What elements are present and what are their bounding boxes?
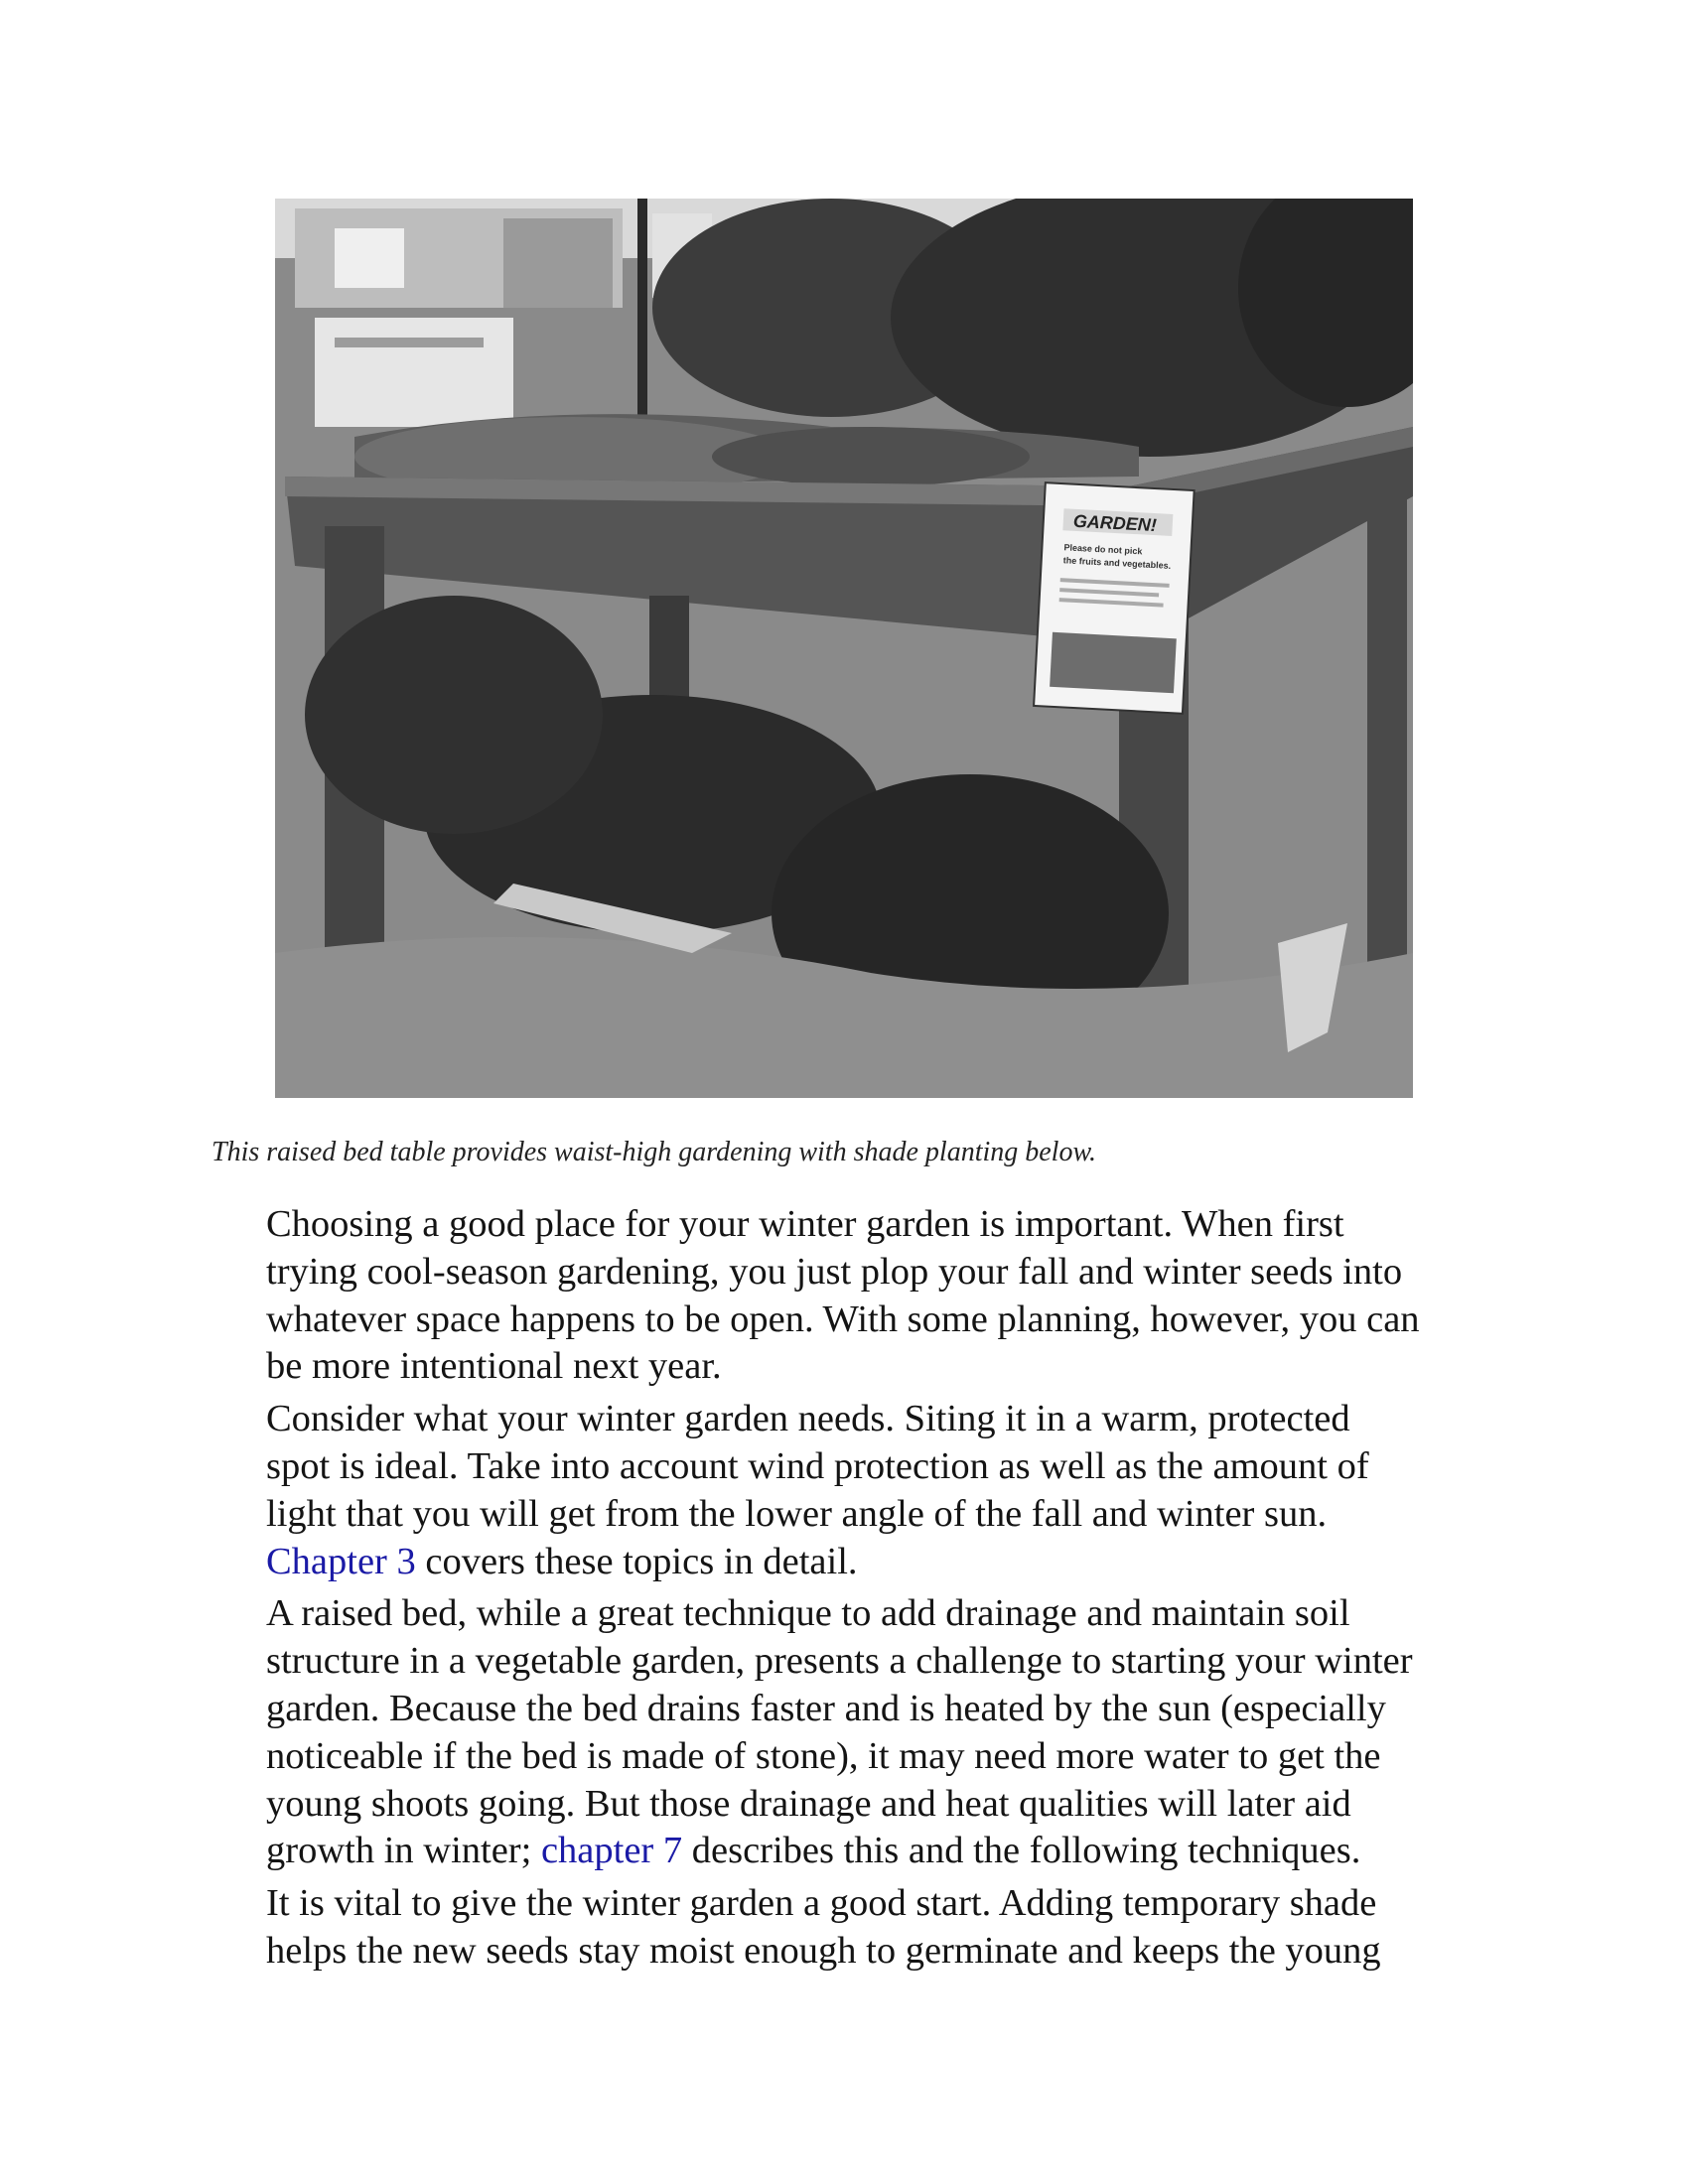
paragraph: [211, 1201, 1487, 1391]
text-line: whatever space happens to be open. With some planning, however, you can: [266, 1297, 1420, 1340]
raised-bed-photo: [275, 199, 1413, 1098]
text-line: Choosing a good place for your winter garden is important. When first: [266, 1203, 1344, 1245]
chapter-3-link[interactable]: Chapter 3: [266, 1540, 416, 1582]
body-text: [211, 1201, 1487, 1980]
sign-line-2: the fruits and vegetables.: [1062, 555, 1172, 571]
paragraph: [211, 1590, 1487, 1875]
text-line: light that you will get from the lower angle of the fall and winter sun.: [266, 1492, 1328, 1535]
figure-caption: This raised bed table provides waist-high gardening with shade planting below.: [211, 1137, 1097, 1167]
sign-title: GARDEN!: [1072, 510, 1158, 536]
text-line: be more intentional next year.: [266, 1345, 722, 1388]
chapter-7-link[interactable]: chapter 7: [540, 1830, 683, 1872]
text-line: garden. Because the bed drains faster and is heated by the sun (especially: [266, 1687, 1386, 1729]
link-line-rest: covers these topics in detail.: [415, 1540, 858, 1582]
link-line-rest: describes this and the following techniques.: [682, 1830, 1361, 1872]
paragraph: [211, 1396, 1487, 1585]
text-line: [211, 1828, 1487, 1875]
text-line: helps the new seeds stay moist enough to germinate and keeps the young: [266, 1929, 1381, 1972]
text-line: Consider what your winter garden needs. Siting it in a warm, protected: [266, 1398, 1350, 1440]
text-line: structure in a vegetable garden, presents a challenge to starting your winter: [266, 1640, 1413, 1683]
text-line: It is vital to give the winter garden a good start. Adding temporary shade: [266, 1882, 1377, 1925]
text-line: noticeable if the bed is made of stone), it may need more water to get the: [266, 1734, 1381, 1777]
link-line-before: growth in winter;: [266, 1830, 541, 1872]
paragraph: [211, 1880, 1487, 1976]
text-line: trying cool-season gardening, you just plop your fall and winter seeds into: [266, 1250, 1403, 1293]
text-line: young shoots going. But those drainage and heat qualities will later aid: [266, 1782, 1351, 1825]
text-line: A raised bed, while a great technique to add drainage and maintain soil: [266, 1592, 1350, 1635]
garden-sign: [1034, 482, 1195, 714]
sign-line-1: Please do not pick: [1063, 542, 1143, 557]
text-line: spot is ideal. Take into account wind protection as well as the amount of: [266, 1444, 1369, 1487]
text-line: [211, 1539, 1487, 1586]
